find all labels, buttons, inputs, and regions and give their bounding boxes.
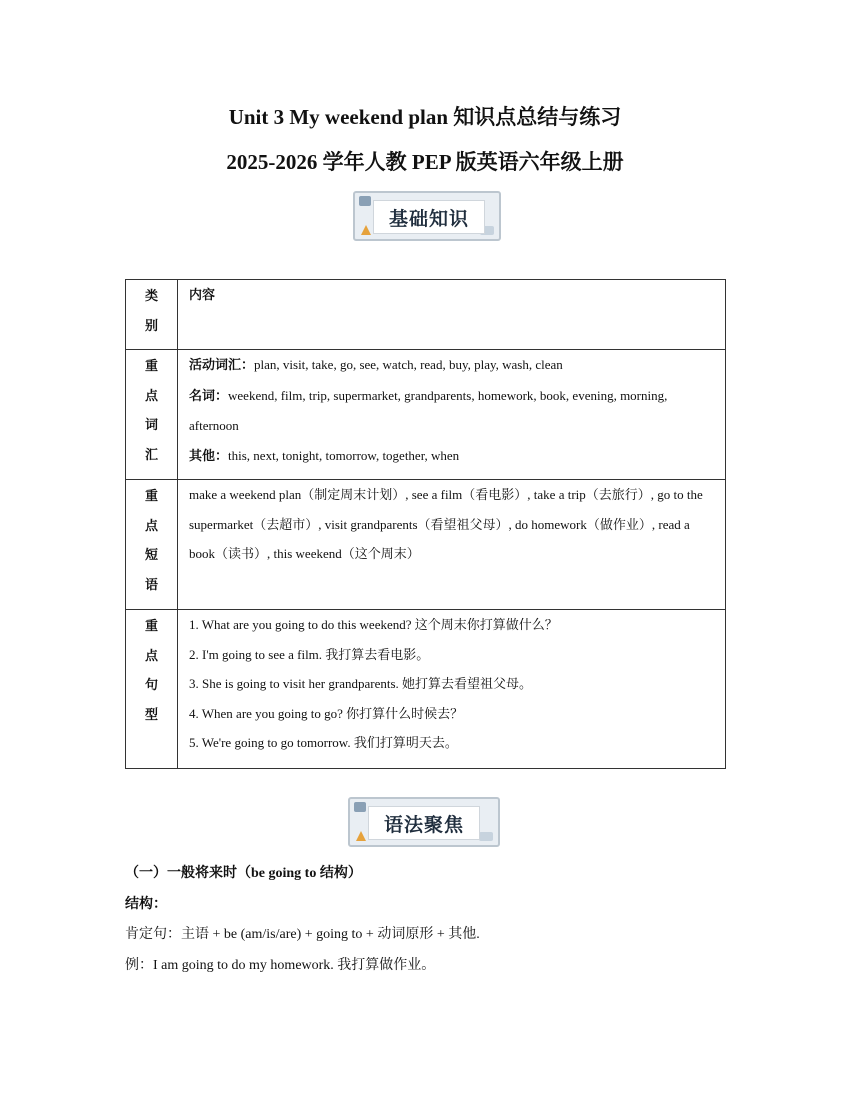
table-row-sentences — [126, 610, 726, 769]
badge-paper-icon — [479, 832, 493, 841]
table-row-vocab — [126, 350, 726, 480]
nouns-list: weekend, film, trip, supermarket, grandparents, homework, book, evening, morning, afternoon — [189, 387, 668, 433]
badge-pencil-icon — [361, 225, 371, 235]
others-line — [189, 441, 717, 472]
basics-badge — [353, 191, 501, 241]
phrases-category: 重点短语 — [144, 489, 158, 593]
sentences-category: 重点句型 — [144, 619, 158, 723]
badge-corner-icon — [354, 802, 366, 812]
nouns-line — [189, 381, 717, 441]
table-header-row — [126, 280, 726, 350]
sentence-item: 3. She is going to visit her grandparents. 她打算去看望祖父母。 — [189, 676, 533, 691]
verbs-label: 活动词汇： — [189, 358, 255, 373]
badge-corner-icon — [359, 196, 371, 206]
content-header-cell — [178, 280, 726, 350]
document-subtitle: 2025-2026 学年人教 PEP 版英语六年级上册 — [226, 150, 624, 174]
content-header: 内容 — [189, 288, 216, 303]
verbs-line — [189, 350, 717, 381]
table-row-phrases — [126, 480, 726, 610]
phrases-text: make a weekend plan（制定周末计划）, see a film（看电影）, take a trip（去旅行）, go to the supermarket（去超市）, visit grandparents（看望祖父母）, do homework（做作业）, read a book（读书）, this weekend（这个周末） — [189, 487, 703, 561]
category-header-cell — [126, 280, 178, 350]
document-title: Unit 3 My weekend plan 知识点总结与练习 — [228, 105, 622, 129]
sentences-content-cell — [178, 610, 726, 769]
example-sentence: 例：I am going to do my homework. 我打算做作业。 — [125, 958, 436, 973]
vocab-category: 重点词汇 — [144, 359, 158, 463]
sentence-item: 4. When are you going to go? 你打算什么时候去？ — [189, 705, 464, 721]
sentence-item: 2. I'm going to see a film. 我打算去看电影。 — [189, 646, 430, 662]
vocab-category-cell — [126, 350, 178, 480]
basics-badge-label: 基础知识 — [373, 200, 485, 234]
grammar-section-heading: （一）一般将来时（be going to 结构） — [125, 866, 362, 881]
badge-pencil-icon — [356, 831, 366, 841]
sentence-item: 1. What are you going to do this weekend? 这个周末你打算做什么？ — [189, 617, 558, 632]
sentences-category-cell — [126, 610, 178, 769]
phrases-content-cell — [178, 480, 726, 610]
category-header: 类别 — [144, 289, 158, 334]
structure-label: 结构： — [125, 897, 167, 912]
verbs-list: plan, visit, take, go, see, watch, read, buy, play, wash, clean — [254, 357, 563, 372]
others-list: this, next, tonight, tomorrow, together, when — [228, 447, 460, 463]
sentence-item: 5. We're going to go tomorrow. 我们打算明天去。 — [189, 735, 458, 750]
grammar-badge-label: 语法聚焦 — [368, 806, 480, 840]
grammar-badge — [348, 797, 500, 847]
phrases-category-cell — [126, 480, 178, 610]
affirmative-rule: 肯定句：主语 + be (am/is/are) + going to + 动词原形 + 其他. — [125, 927, 480, 942]
vocab-content-cell — [178, 350, 726, 480]
others-label: 其他： — [189, 448, 229, 464]
nouns-label: 名词： — [189, 388, 229, 404]
knowledge-table — [125, 279, 726, 769]
